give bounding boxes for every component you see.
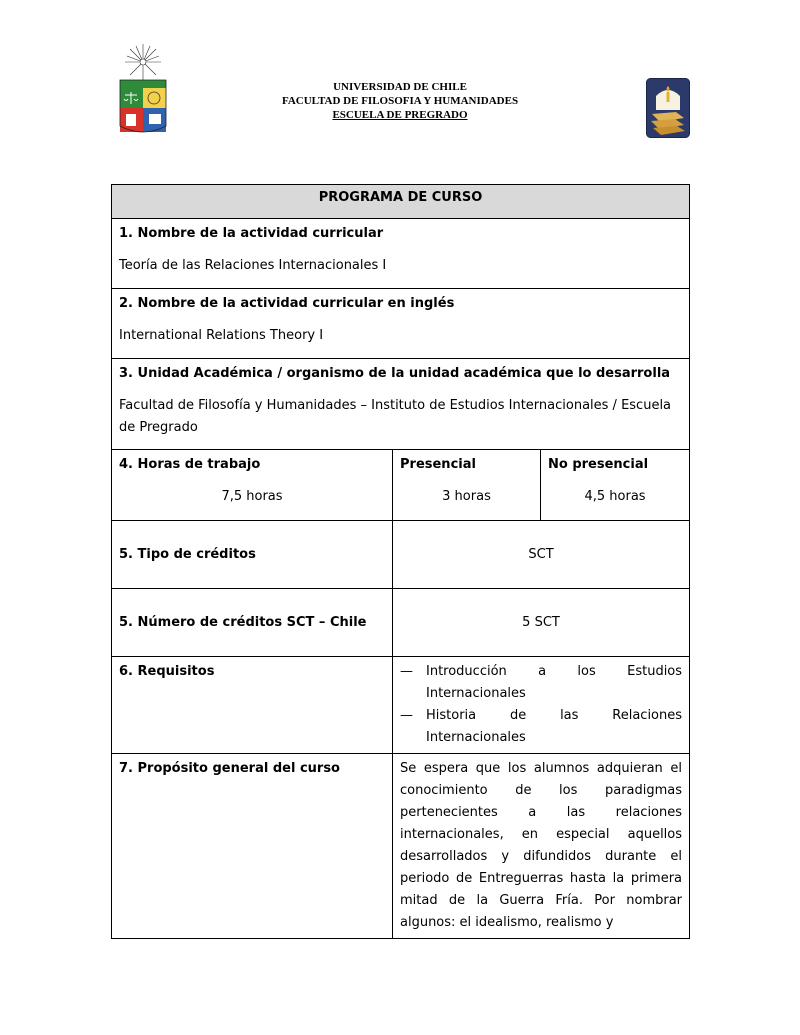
- presencial-label: Presencial: [400, 457, 476, 472]
- sct-credits-value: 5 SCT: [393, 589, 690, 657]
- credit-type-label: 5. Tipo de créditos: [112, 521, 393, 589]
- no-presencial-value: 4,5 horas: [584, 489, 646, 504]
- requirements-list: [400, 661, 682, 749]
- list-item: [400, 705, 682, 749]
- section-label: 2. Nombre de la actividad curricular en inglés: [119, 296, 455, 311]
- requirements-label: 6. Requisitos: [112, 657, 393, 754]
- presencial-cell: [393, 450, 541, 521]
- university-name: UNIVERSIDAD DE CHILE: [333, 81, 467, 93]
- school-name: ESCUELA DE PREGRADO: [332, 109, 468, 121]
- table-title: PROGRAMA DE CURSO: [112, 185, 690, 219]
- course-purpose-label: 7. Propósito general del curso: [112, 754, 393, 939]
- total-hours-value: 7,5 horas: [221, 489, 283, 504]
- section-label: 1. Nombre de la actividad curricular: [119, 226, 384, 241]
- section-label: 4. Horas de trabajo: [119, 457, 261, 472]
- presencial-value: 3 horas: [442, 489, 491, 504]
- faculty-emblem-icon: [646, 78, 690, 138]
- section-activity-name-english: [112, 289, 690, 359]
- dash-bullet: —: [400, 708, 413, 723]
- requirement-line: Internacionales: [426, 686, 526, 701]
- section-value: Teoría de las Relaciones Internacionales I: [119, 258, 387, 273]
- no-presencial-cell: [541, 450, 690, 521]
- requirement-line: Introducción a los Estudios: [426, 664, 683, 679]
- section-activity-name: [112, 219, 690, 289]
- section-work-hours: [112, 450, 393, 521]
- credit-type-value: SCT: [393, 521, 690, 589]
- section-value: Facultad de Filosofía y Humanidades – Instituto de Estudios Internacionales / Escuela de Pregrado: [119, 398, 672, 435]
- faculty-name: FACULTAD DE FILOSOFIA Y HUMANIDADES: [281, 95, 519, 107]
- list-item: [400, 661, 682, 705]
- course-purpose-value: Se espera que los alumnos adquieran el conocimiento de los paradigmas pertenecientes a las relaciones internacionales, en especial aquellos desarrollados y difundidos durante el periodo de Entreguerras hasta la primera mitad de la Guerra Fría. Por nombrar algunos: el idealismo, realismo y: [393, 754, 690, 939]
- requirements-cell: [393, 657, 690, 754]
- sct-credits-label: 5. Número de créditos SCT – Chile: [112, 589, 393, 657]
- course-program-table: [111, 184, 690, 939]
- section-academic-unit: [112, 359, 690, 450]
- no-presencial-label: No presencial: [548, 457, 649, 472]
- section-value: International Relations Theory I: [119, 328, 324, 343]
- section-label: 3. Unidad Académica / organismo de la unidad académica que lo desarrolla: [119, 366, 671, 381]
- requirement-line: Internacionales: [426, 730, 526, 745]
- dash-bullet: —: [400, 664, 413, 679]
- requirement-line: Historia de las Relaciones: [426, 708, 683, 723]
